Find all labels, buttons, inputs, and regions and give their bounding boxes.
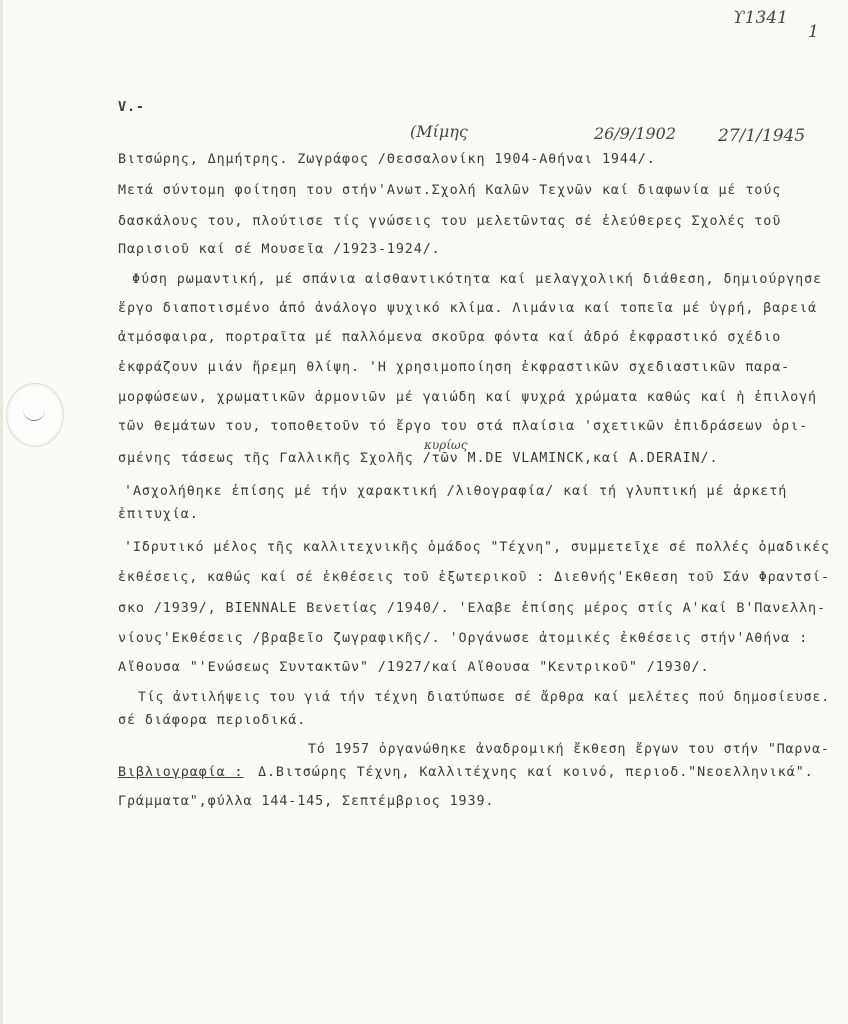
text-line: σμένης τάσεως τῆς Γαλλικῆς Σχολῆς /τῶν M.DE VLAMINCK,καί A.DERAIN/. (118, 451, 719, 466)
text-line: 'Ασχολήθηκε ἐπίσης μέ τήν χαρακτική /λιθογραφία/ καί τή γλυπτική μέ ἀρκετή (124, 484, 788, 499)
text-line: ἐκφράζουν μιάν ἤρεμη θλίψη. 'Η χρησιμοποίηση ἐκφραστικῶν σχεδιαστικῶν παρα- (118, 360, 791, 375)
annotation-death: 27/1/1945 (718, 126, 806, 146)
text-line: μορφώσεων, χρωματικῶν ἁρμονιῶν μέ γαιώδη καί ψυχρά χρώματα καθώς καί ἡ ἐπιλογή (118, 390, 818, 405)
handwritten-insert: κυρίως (424, 438, 468, 452)
text-line: ἐκθέσεις, καθώς καί σέ ἐκθέσεις τοῦ ἐξωτερικοῦ : Διεθνής'Εκθεση τοῦ Σάν Φραντσί- (118, 570, 830, 585)
text-line: Μετά σύντομη φοίτηση του στήν'Ανωτ.Σχολή Καλῶν Τεχνῶν καί διαφωνία μέ τούς (118, 183, 782, 198)
page-number: 1 (808, 22, 819, 42)
punch-hole (6, 383, 64, 447)
text-line: Αἴθουσα "'Ενώσεως Συντακτῶν" /1927/καί Αἴθουσα "Κεντρικοῦ" /1930/. (118, 660, 710, 675)
text-line: σέ διάφορα περιοδικά. (118, 713, 307, 728)
text-line: Φύση ρωμαντική, μέ σπάνια αἰσθαντικότητα καί μελαγχολική διάθεση, δημιούργησε (132, 272, 823, 287)
text-line: Παρισιοῦ καί σέ Μουσεῖα /1923-1924/. (118, 242, 441, 257)
annotation-name: (Μίμης (410, 122, 468, 141)
archive-number: ϒ1341 (733, 8, 788, 28)
text-line: 'Ιδρυτικό μέλος τῆς καλλιτεχνικῆς ὁμάδος "Τέχνη", συμμετεῖχε σέ πολλές ὁμαδικές (124, 540, 830, 555)
bibliography-label: Βιβλιογραφία : (118, 765, 244, 780)
text-line: τῶν θεμάτων του, τοποθετοῦν τό ἔργο του στά πλαίσια 'σχετικῶν ἐπιδράσεων ὁρι- (118, 419, 809, 434)
entry-heading: Βιτσώρης, Δημήτρης. Ζωγράφος /Θεσσαλονίκη 1904-Αθήναι 1944/. (118, 152, 656, 167)
paper-edge (0, 0, 3, 1024)
text-line: δασκάλους του, πλούτισε τίς γνώσεις του μελετῶντας σέ ἐλεύθερες Σχολές τοῦ (118, 214, 782, 229)
text-line: Γράμματα",φύλλα 144-145, Σεπτέμβριος 1939. (118, 794, 495, 809)
text-line: ἐπιτυχία. (118, 507, 199, 522)
text-line: Δ.Βιτσώρης Τέχνη, Καλλιτέχνης καί κοινό, περιοδ."Νεοελληνικά". (258, 765, 814, 780)
annotation-birth: 26/9/1902 (594, 124, 677, 143)
text-line: Τίς ἀντιλήψεις του γιά τήν τέχνη διατύπωσε σέ ἄρθρα καί μελέτες πού δημοσίευσε. (138, 690, 830, 705)
text-line: ἔργο διαποτισμένο ἀπό ἀνάλογο ψυχικό κλίμα. Λιμάνια καί τοπεῖα μέ ὑγρή, βαρειά (118, 301, 818, 316)
text-line: Τό 1957 ὀργανώθηκε ἀναδρομική ἔκθεση ἔργων του στήν "Παρνα- (308, 742, 830, 757)
punch-hole-mark (23, 410, 45, 421)
text-line: ἀτμόσφαιρα, πορτραῖτα μέ παλλόμενα σκοῦρα φόντα καί ἀδρό ἐκφραστικό σχέδιο (118, 330, 782, 345)
section-mark: V.- (118, 100, 145, 115)
text-line: νίους'Εκθέσεις /βραβεῖο ζωγραφικῆς/. 'Οργάνωσε ἀτομικές ἐκθέσεις στήν'Αθήνα : (118, 631, 809, 646)
text-line: σκο /1939/, BIENNALE Βενετίας /1940/. 'Ελαβε ἐπίσης μέρος στίς Α'καί Β'Πανελλη- (118, 601, 826, 616)
